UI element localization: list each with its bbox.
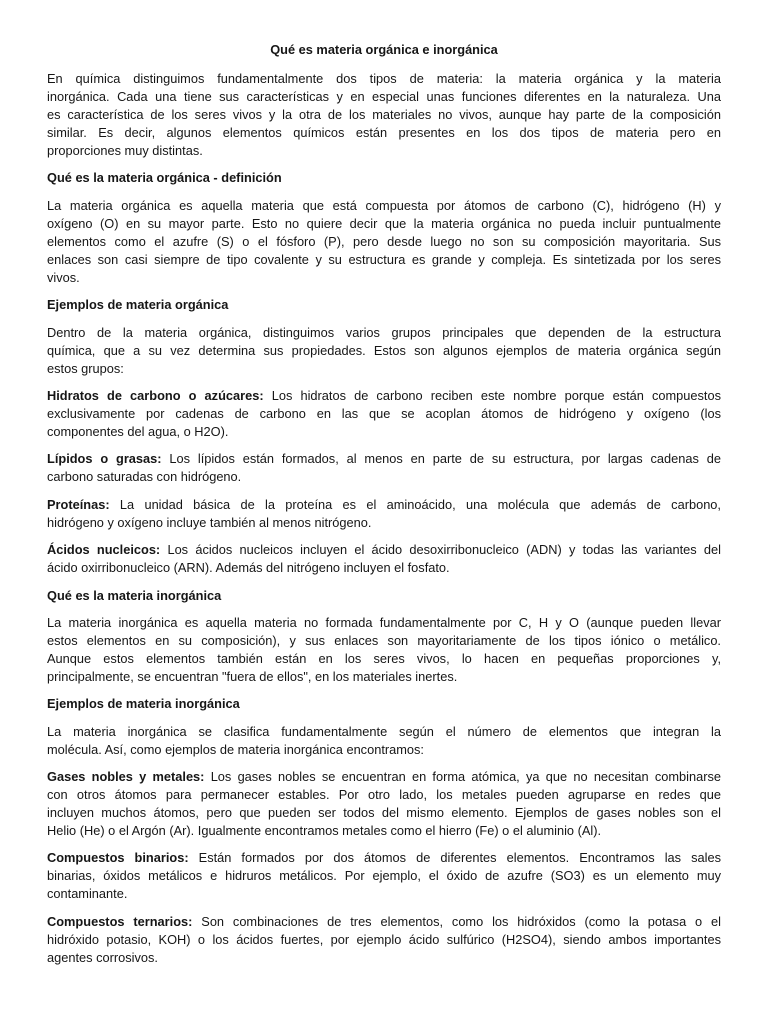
paragraph-organic-examples-intro — [47, 324, 721, 378]
item-label: Proteínas: — [47, 496, 110, 512]
paragraph-intro — [47, 70, 721, 160]
text-line: estos grupos: — [47, 360, 124, 376]
text-line: binarias, óxidos metálicos e hidruros metálicos. Por ejemplo, el óxido de azufre (SO3) es un elemento muy — [47, 868, 721, 884]
paragraph-binary-compounds — [47, 849, 721, 903]
text-line: Helio (He) o el Argón (Ar). Igualmente encontramos metales como el hierro (Fe) o el aluminio (Al). — [47, 823, 602, 839]
text-line: exclusivamente por cadenas de carbono en las que se acoplan átomos de hidrógeno y oxígeno (los — [47, 405, 721, 421]
text-line: La materia orgánica es aquella materia que está compuesta por átomos de carbono (C), hidrógeno (H) y — [47, 197, 721, 213]
item-text: Los hidratos de carbono reciben este nombre porque están compuestos — [271, 387, 721, 403]
text-line — [47, 450, 721, 468]
text-line: hidrógeno y oxígeno incluye también al menos nitrógeno. — [47, 514, 372, 530]
text-line: hidróxido potasio, KOH) o los ácidos fuertes, por ejemplo ácido sulfúrico (H2SO4), siendo ambos importantes — [47, 931, 721, 947]
text-line: contaminante. — [47, 886, 128, 902]
item-text: La unidad básica de la proteína es el aminoácido, una molécula que además de carbono, — [119, 496, 721, 512]
paragraph-nucleic-acids — [47, 541, 721, 577]
text-line: componentes del agua, o H2O). — [47, 423, 229, 439]
text-line — [47, 541, 721, 559]
paragraph-proteins — [47, 496, 721, 532]
text-line: La materia inorgánica es aquella materia no formada fundamentalmente por C, H y O (aunque pueden llevar — [47, 614, 721, 630]
text-line: incluyen muchos átomos, pero que pueden ser todos del mismo elemento. Ejemplos de gases nobles son el — [47, 805, 721, 821]
paragraph-noble-gases-metals — [47, 768, 721, 840]
item-label: Compuestos binarios: — [47, 850, 189, 866]
item-label: Gases nobles y metales: — [47, 769, 205, 785]
item-text: Están formados por dos átomos de diferentes elementos. Encontramos las sales — [198, 850, 722, 866]
section-heading-organic-examples: Ejemplos de materia orgánica — [47, 297, 229, 313]
item-text: Los lípidos están formados, al menos en parte de su estructura, por largas cadenas de — [169, 451, 721, 467]
text-line: proporciones muy distintas. — [47, 143, 203, 158]
paragraph-inorganic-definition — [47, 614, 721, 686]
item-label: Ácidos nucleicos: — [47, 542, 161, 558]
section-heading-inorganic-definition: Qué es la materia inorgánica — [47, 587, 222, 603]
paragraph-ternary-compounds — [47, 913, 721, 967]
text-line: enlaces son casi siempre de tipo covalente y su estructura es grande y compleja. Es sintetizada por los seres — [47, 251, 721, 267]
item-text: Los ácidos nucleicos incluyen el ácido desoxirribonucleico (ADN) y todas las variantes del — [167, 542, 721, 558]
item-label: Lípidos o grasas: — [47, 451, 162, 467]
item-label: Hidratos de carbono o azúcares: — [47, 387, 264, 403]
text-line: Aunque estos elementos también están en los seres vivos, lo hacen en pequeñas proporciones y, — [47, 650, 721, 666]
text-line: estos elementos en su composición), y sus enlaces son mayoritariamente de los tipos iónico o metálico. — [47, 632, 721, 648]
section-heading-organic-definition: Qué es la materia orgánica - definición — [47, 170, 282, 186]
item-label: Compuestos ternarios: — [47, 913, 193, 929]
text-line: carbono saturadas con hidrógeno. — [47, 469, 242, 485]
item-text: Son combinaciones de tres elementos, como los hidróxidos (como la potasa o el — [201, 913, 721, 929]
text-line: molécula. Así, como ejemplos de materia inorgánica encontramos: — [47, 741, 424, 757]
paragraph-lipids — [47, 450, 721, 486]
text-line: principalmente, se encuentran "fuera de ellos", en los materiales inertes. — [47, 668, 458, 684]
text-line — [47, 913, 721, 931]
paragraph-inorganic-examples-intro — [47, 723, 721, 759]
document-title: Qué es materia orgánica e inorgánica — [270, 42, 498, 57]
text-line: oxígeno (O) en su mayor parte. Esto no quiere decir que la materia orgánica no pueda incluir puntualmente — [47, 215, 721, 231]
paragraph-carbohydrates — [47, 387, 721, 441]
text-line: elementos como el azufre (S) o el fósforo (P), pero desde luego no son su composición mayoritaria. Sus — [47, 233, 721, 249]
section-heading-inorganic-examples: Ejemplos de materia inorgánica — [47, 696, 240, 712]
text-line — [47, 496, 721, 514]
text-line: En química distinguimos fundamentalmente dos tipos de materia: la materia orgánica y la materia — [47, 71, 721, 86]
text-line: es característica de los seres vivos y la otra de los materiales no vivos, aunque hay parte de la composición — [47, 107, 721, 122]
text-line: vivos. — [47, 269, 80, 285]
item-text: Los gases nobles se encuentran en forma atómica, ya que no necesitan combinarse — [210, 769, 721, 785]
text-line — [47, 849, 721, 867]
paragraph-organic-definition — [47, 197, 721, 287]
text-line: con otros átomos para permanecer estables. Por otro lado, los metales pueden agruparse en redes que — [47, 787, 721, 803]
text-line: ácido oxirribonucleico (ARN). Además del nitrógeno incluyen el fosfato. — [47, 560, 450, 576]
text-line: La materia inorgánica se clasifica fundamentalmente según el número de elementos que integran la — [47, 723, 721, 739]
text-line — [47, 387, 721, 405]
text-line: similar. Es decir, algunos elementos químicos están presentes en los dos tipos de materia pero en — [47, 125, 721, 140]
text-line — [47, 768, 721, 786]
text-line: química, que a su vez determina sus propiedades. Estos son algunos ejemplos de materia orgánica según — [47, 342, 721, 358]
document-body — [47, 41, 721, 976]
text-line: inorgánica. Cada una tiene sus características y en especial unas funciones diferentes en la naturaleza. Una — [47, 89, 721, 104]
text-line: Dentro de la materia orgánica, distinguimos varios grupos principales que dependen de la estructura — [47, 324, 721, 340]
text-line: agentes corrosivos. — [47, 949, 158, 965]
